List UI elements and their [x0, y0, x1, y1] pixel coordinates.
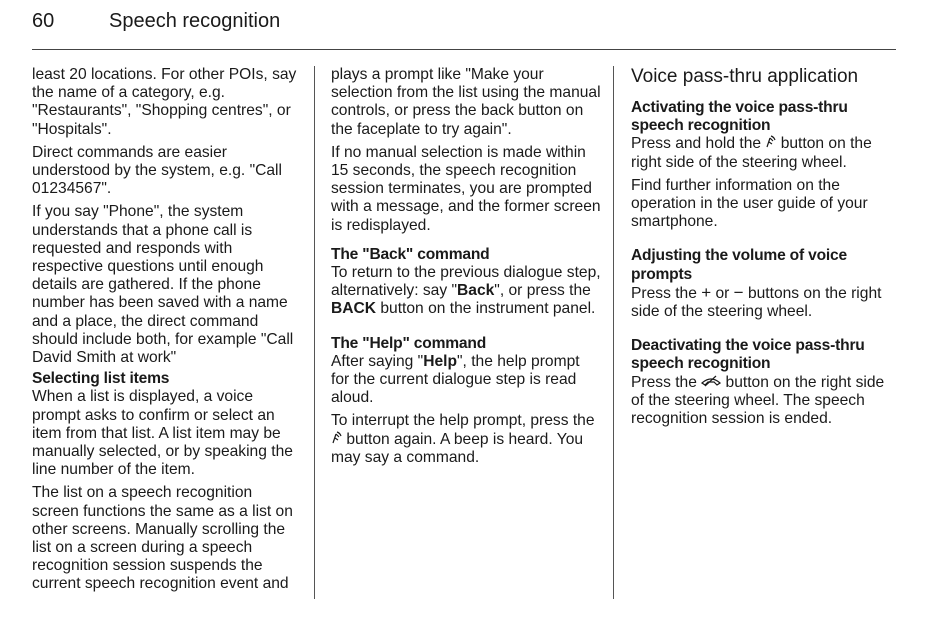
keyword-back-button: BACK: [331, 300, 377, 318]
text: button again. A beep is heard. You may say a command.: [331, 430, 584, 466]
keyword-help: Help: [423, 352, 458, 370]
text: Press the: [631, 284, 702, 302]
text: Press and hold the: [631, 135, 766, 153]
heading-help-command: The "Help" command: [331, 334, 487, 352]
paragraph-back: [331, 264, 601, 319]
page-title: Speech recognition: [109, 10, 281, 32]
paragraph: Direct commands are easier understood by the system, e.g. "Call 01234567".: [32, 143, 282, 198]
text: ", or press the: [494, 282, 591, 300]
paragraph: Find further information on the operation in the user guide of your smartphone.: [631, 176, 868, 231]
paragraph: If you say "Phone", the system understands that a phone call is requested and responds with respective questions until enough details are gathered. If the phone number has been saved with a name and a place, the direct command should include both, for example "Call David Smith at work": [32, 203, 294, 367]
paragraph-deactivating: [631, 374, 901, 429]
paragraph: When a list is displayed, a voice prompt asks to confirm or select an item from that list. A list item may be manually selected, or by speaking the line number of the item.: [32, 388, 293, 479]
section-title: Voice pass-thru application: [631, 66, 859, 87]
voice-button-icon: [765, 135, 776, 153]
column-1: [32, 66, 297, 599]
heading-selecting-list-items: Selecting list items: [32, 370, 170, 388]
hang-up-icon: [701, 374, 721, 392]
paragraph-volume: [631, 284, 901, 321]
minus-icon: −: [733, 282, 744, 302]
paragraph-activating: [631, 135, 901, 171]
paragraph: plays a prompt like "Make your selection from the list using the manual controls, or press the back button on the faceplate to try again".: [331, 66, 601, 138]
paragraph: least 20 locations. For other POIs, say the name of a category, e.g. "Restaurants", "Shopping centres", or "Hospitals".: [32, 66, 297, 138]
heading-back-command: The "Back" command: [331, 245, 490, 263]
text: After saying ": [331, 352, 424, 370]
heading-deactivating: Deactivating the voice pass-thru speech recognition: [631, 337, 865, 373]
page-number: 60: [32, 10, 55, 32]
header-divider: [32, 49, 896, 50]
text: buttons on the right side of the steering wheel.: [631, 284, 882, 321]
column-divider: [613, 66, 614, 599]
heading-activating: Activating the voice pass-thru speech recognition: [631, 99, 848, 135]
text: To interrupt the help prompt, press the: [331, 412, 595, 430]
text: button on the instrument panel.: [376, 300, 596, 318]
paragraph: The list on a speech recognition screen functions the same as a list on other screens. Manually scrolling the list on a screen during a speech recognition session suspends the current speech recognition event and: [32, 484, 293, 593]
text: ", the help prompt for the current dialogue step is read aloud.: [331, 352, 580, 407]
paragraph-help: [331, 353, 601, 408]
column-2: [331, 66, 601, 472]
column-3: [631, 66, 901, 433]
text: or: [711, 284, 734, 302]
keyword-back: Back: [457, 282, 495, 300]
paragraph: If no manual selection is made within 15 seconds, the speech recognition session terminates, you are prompted with a message, and the former screen is redisplayed.: [331, 143, 601, 234]
text: Press the: [631, 373, 702, 391]
page-header: [32, 8, 896, 38]
voice-button-icon: [331, 431, 342, 449]
column-divider: [314, 66, 315, 599]
text: button on the right side of the steering wheel.: [631, 135, 872, 171]
text: To return to the previous dialogue step, alternatively: say ": [331, 264, 601, 300]
paragraph-interrupt: [331, 412, 601, 467]
heading-volume: Adjusting the volume of voice prompts: [631, 247, 847, 283]
plus-icon: +: [701, 282, 712, 302]
text: button on the right side of the steering wheel. The speech recognition session is ended.: [631, 373, 885, 428]
